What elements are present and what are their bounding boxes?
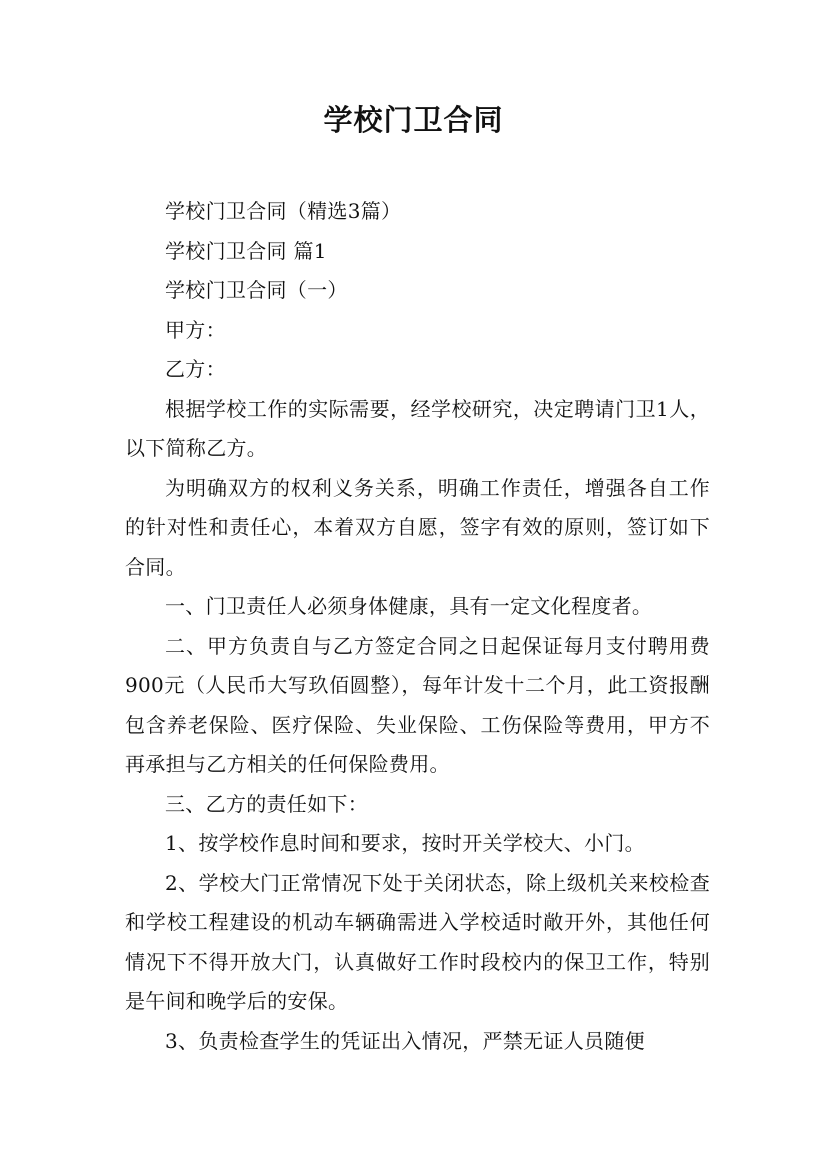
paragraph-clause-1: 一、门卫责任人必须身体健康，具有一定文化程度者。 [165,594,653,618]
document-body [125,192,710,1061]
paragraph-duty-1: 1、按学校作息时间和要求，按时开关学校大、小门。 [165,831,645,855]
paragraph-duty-2: 2、学校大门正常情况下处于关闭状态，除上级机关来校检查和学校工程建设的机动车辆确需进入学校适时敞开外，其他任何情况下不得开放大门，认真做好工作时段校内的保卫工作，特别是午间和晚学后的安保。 [125,870,710,1013]
paragraph-clause-3: 三、乙方的责任如下： [165,791,368,816]
document-title: 学校门卫合同 [323,103,504,137]
paragraph-contract-heading: 学校门卫合同（一） [165,278,348,302]
paragraph-preamble: 根据学校工作的实际需要，经学校研究，决定聘请门卫1人，以下简称乙方。 [125,396,710,460]
paragraph-subtitle: 学校门卫合同（精选3篇） [165,199,402,223]
paragraph-duty-3: 3、负责检查学生的凭证出入情况，严禁无证人员随便 [165,1028,645,1053]
paragraph-section-heading: 学校门卫合同 篇1 [165,238,327,263]
paragraph-purpose: 为明确双方的权利义务关系，明确工作责任，增强各自工作的针对性和责任心，本着双方自愿，签字有效的原则，签订如下合同。 [125,475,710,579]
paragraph-party-b: 乙方： [165,357,226,381]
paragraph-clause-2: 二、甲方负责自与乙方签定合同之日起保证每月支付聘用费900元（人民币大写玖佰圆整），每年计发十二个月，此工资报酬包含养老保险、医疗保险、失业保险、工伤保险等费用，甲方不再承担与乙方相关的任何保险费用。 [125,633,710,776]
paragraph-party-a: 甲方： [165,317,226,342]
